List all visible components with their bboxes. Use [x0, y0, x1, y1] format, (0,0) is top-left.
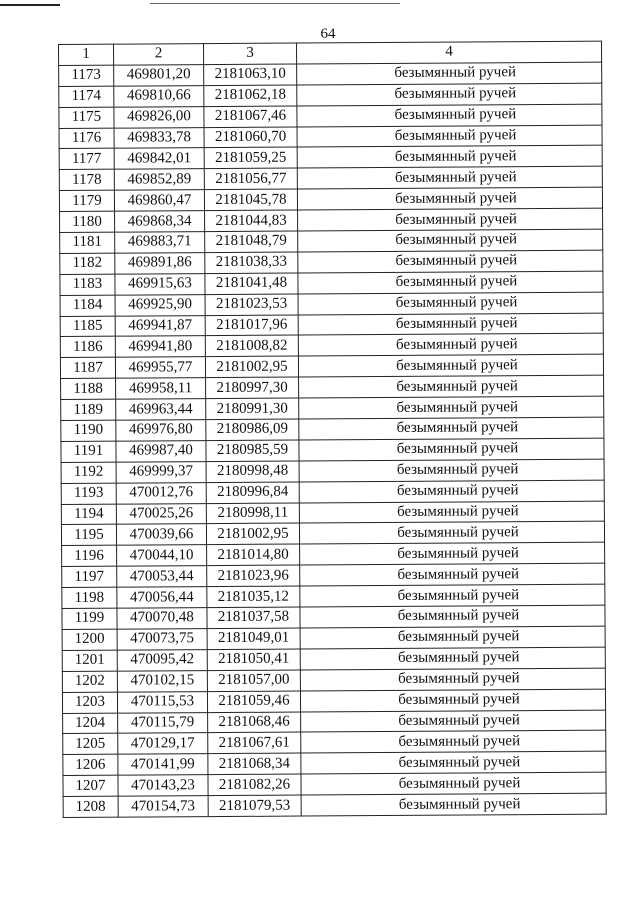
point-number-cell: 1197: [62, 566, 117, 587]
y-coordinate-cell: 2181017,96: [205, 315, 298, 336]
point-number-cell: 1185: [60, 316, 115, 337]
x-coordinate-cell: 469833,78: [114, 127, 204, 148]
point-number-cell: 1187: [60, 358, 115, 379]
y-coordinate-cell: 2180996,84: [206, 482, 299, 503]
x-coordinate-cell: 469976,80: [116, 420, 206, 441]
x-coordinate-cell: 470129,17: [118, 733, 208, 754]
point-number-cell: 1183: [60, 274, 115, 295]
point-number-cell: 1206: [63, 754, 118, 775]
x-coordinate-cell: 470115,79: [118, 712, 208, 733]
point-number-cell: 1198: [62, 587, 117, 608]
object-name-cell: безымянный ручей: [299, 375, 604, 398]
object-name-cell: безымянный ручей: [299, 522, 604, 545]
scan-edge-mark: [150, 3, 400, 4]
y-coordinate-cell: 2181059,46: [207, 691, 300, 712]
object-name-cell: безымянный ручей: [299, 417, 604, 440]
y-coordinate-cell: 2181044,83: [205, 210, 298, 231]
y-coordinate-cell: 2180985,59: [206, 440, 299, 461]
y-coordinate-cell: 2180997,30: [206, 377, 299, 398]
point-number-cell: 1203: [62, 692, 117, 713]
y-coordinate-cell: 2180986,09: [206, 419, 299, 440]
x-coordinate-cell: 470141,99: [118, 754, 208, 775]
y-coordinate-cell: 2181038,33: [205, 252, 298, 273]
point-number-cell: 1177: [59, 149, 114, 170]
object-name-cell: безымянный ручей: [301, 751, 606, 774]
x-coordinate-cell: 470154,73: [118, 796, 208, 817]
x-coordinate-cell: 469801,20: [114, 65, 204, 86]
y-coordinate-cell: 2180998,48: [206, 461, 299, 482]
x-coordinate-cell: 470143,23: [118, 775, 208, 796]
y-coordinate-cell: 2180991,30: [206, 398, 299, 419]
object-name-cell: безымянный ручей: [299, 480, 604, 503]
x-coordinate-cell: 469810,66: [114, 85, 204, 106]
point-number-cell: 1181: [60, 232, 115, 253]
x-coordinate-cell: 469826,00: [114, 106, 204, 127]
object-name-cell: безымянный ручей: [300, 605, 605, 628]
page-number: 64: [320, 26, 336, 42]
y-coordinate-cell: 2181002,95: [205, 356, 298, 377]
object-name-cell: безымянный ручей: [298, 355, 603, 378]
object-name-cell: безымянный ручей: [298, 334, 603, 357]
point-number-cell: 1191: [61, 441, 116, 462]
y-coordinate-cell: 2181008,82: [205, 336, 298, 357]
object-name-cell: безымянный ручей: [297, 167, 602, 190]
x-coordinate-cell: 470044,10: [117, 545, 207, 566]
x-coordinate-cell: 470012,76: [116, 482, 206, 503]
y-coordinate-cell: 2181067,61: [208, 732, 301, 753]
x-coordinate-cell: 470070,48: [117, 608, 207, 629]
point-number-cell: 1204: [63, 713, 118, 734]
object-name-cell: безымянный ручей: [298, 313, 603, 336]
object-name-cell: безымянный ручей: [300, 626, 605, 649]
point-number-cell: 1190: [61, 420, 116, 441]
object-name-cell: безымянный ручей: [298, 271, 603, 294]
y-coordinate-cell: 2181045,78: [204, 189, 297, 210]
y-coordinate-cell: 2181082,26: [208, 774, 301, 795]
point-number-cell: 1202: [62, 671, 117, 692]
object-name-cell: безымянный ручей: [300, 543, 605, 566]
y-coordinate-cell: 2180998,11: [206, 503, 299, 524]
object-name-cell: безымянный ручей: [299, 438, 604, 461]
y-coordinate-cell: 2181062,18: [204, 85, 297, 106]
x-coordinate-cell: 469958,11: [116, 378, 206, 399]
y-coordinate-cell: 2181050,41: [207, 649, 300, 670]
object-name-cell: безымянный ручей: [301, 793, 606, 816]
y-coordinate-cell: 2181041,48: [205, 273, 298, 294]
x-coordinate-cell: 469842,01: [114, 148, 204, 169]
column-header: 3: [204, 43, 297, 64]
object-name-cell: безымянный ручей: [299, 396, 604, 419]
x-coordinate-cell: 469891,86: [115, 253, 205, 274]
coordinates-table: [58, 41, 607, 818]
object-name-cell: безымянный ручей: [298, 208, 603, 231]
x-coordinate-cell: 469955,77: [115, 357, 205, 378]
object-name-cell: безымянный ручей: [301, 772, 606, 795]
object-name-cell: безымянный ручей: [297, 125, 602, 148]
object-name-cell: безымянный ручей: [297, 187, 602, 210]
object-name-cell: безымянный ручей: [297, 83, 602, 106]
scan-edge-mark: [0, 4, 60, 6]
object-name-cell: безымянный ручей: [297, 104, 602, 127]
object-name-cell: безымянный ручей: [297, 62, 602, 85]
point-number-cell: 1179: [59, 190, 114, 211]
object-name-cell: безымянный ручей: [301, 731, 606, 754]
point-number-cell: 1178: [59, 170, 114, 191]
y-coordinate-cell: 2181057,00: [207, 670, 300, 691]
y-coordinate-cell: 2181068,34: [208, 753, 301, 774]
point-number-cell: 1201: [62, 650, 117, 671]
column-header: 4: [296, 41, 601, 64]
point-number-cell: 1174: [59, 86, 114, 107]
object-name-cell: безымянный ручей: [297, 146, 602, 169]
x-coordinate-cell: 469963,44: [116, 399, 206, 420]
x-coordinate-cell: 469860,47: [114, 190, 204, 211]
x-coordinate-cell: 469941,80: [115, 336, 205, 357]
y-coordinate-cell: 2181059,25: [204, 147, 297, 168]
y-coordinate-cell: 2181079,53: [208, 795, 301, 816]
x-coordinate-cell: 470095,42: [117, 649, 207, 670]
object-name-cell: безымянный ручей: [298, 292, 603, 315]
x-coordinate-cell: 470056,44: [117, 587, 207, 608]
point-number-cell: 1184: [60, 295, 115, 316]
point-number-cell: 1180: [60, 211, 115, 232]
x-coordinate-cell: 469987,40: [116, 441, 206, 462]
point-number-cell: 1182: [60, 253, 115, 274]
point-number-cell: 1193: [61, 483, 116, 504]
point-number-cell: 1188: [61, 378, 116, 399]
object-name-cell: безымянный ручей: [298, 250, 603, 273]
x-coordinate-cell: 470102,15: [117, 670, 207, 691]
x-coordinate-cell: 469868,34: [115, 211, 205, 232]
object-name-cell: безымянный ручей: [299, 501, 604, 524]
x-coordinate-cell: 470115,53: [117, 691, 207, 712]
point-number-cell: 1173: [59, 65, 114, 86]
column-header: 1: [59, 44, 114, 65]
x-coordinate-cell: 470053,44: [117, 566, 207, 587]
y-coordinate-cell: 2181048,79: [205, 231, 298, 252]
y-coordinate-cell: 2181002,95: [206, 524, 299, 545]
y-coordinate-cell: 2181049,01: [207, 628, 300, 649]
table-row: [63, 793, 606, 817]
point-number-cell: 1200: [62, 629, 117, 650]
object-name-cell: безымянный ручей: [298, 229, 603, 252]
object-name-cell: безымянный ручей: [300, 689, 605, 712]
object-name-cell: безымянный ручей: [300, 668, 605, 691]
point-number-cell: 1205: [63, 734, 118, 755]
point-number-cell: 1208: [63, 796, 118, 817]
y-coordinate-cell: 2181056,77: [204, 168, 297, 189]
x-coordinate-cell: 469852,89: [114, 169, 204, 190]
object-name-cell: безымянный ручей: [299, 459, 604, 482]
point-number-cell: 1194: [61, 504, 116, 525]
x-coordinate-cell: 470025,26: [116, 503, 206, 524]
point-number-cell: 1192: [61, 462, 116, 483]
y-coordinate-cell: 2181023,96: [207, 565, 300, 586]
point-number-cell: 1175: [59, 107, 114, 128]
x-coordinate-cell: 469883,71: [115, 232, 205, 253]
x-coordinate-cell: 470073,75: [117, 629, 207, 650]
x-coordinate-cell: 469915,63: [115, 273, 205, 294]
column-header: 2: [114, 44, 204, 65]
point-number-cell: 1207: [63, 775, 118, 796]
x-coordinate-cell: 469941,87: [115, 315, 205, 336]
object-name-cell: безымянный ручей: [300, 647, 605, 670]
point-number-cell: 1186: [60, 337, 115, 358]
y-coordinate-cell: 2181068,46: [208, 712, 301, 733]
point-number-cell: 1176: [59, 128, 114, 149]
object-name-cell: безымянный ручей: [300, 563, 605, 586]
point-number-cell: 1189: [61, 399, 116, 420]
point-number-cell: 1199: [62, 608, 117, 629]
x-coordinate-cell: 469925,90: [115, 294, 205, 315]
object-name-cell: безымянный ручей: [301, 710, 606, 733]
y-coordinate-cell: 2181037,58: [207, 607, 300, 628]
x-coordinate-cell: 470039,66: [116, 524, 206, 545]
x-coordinate-cell: 469999,37: [116, 461, 206, 482]
y-coordinate-cell: 2181014,80: [207, 544, 300, 565]
y-coordinate-cell: 2181067,46: [204, 106, 297, 127]
point-number-cell: 1195: [61, 525, 116, 546]
object-name-cell: безымянный ручей: [300, 584, 605, 607]
y-coordinate-cell: 2181063,10: [204, 64, 297, 85]
table-body: [59, 62, 607, 817]
y-coordinate-cell: 2181023,53: [205, 294, 298, 315]
point-number-cell: 1196: [62, 546, 117, 567]
y-coordinate-cell: 2181035,12: [207, 586, 300, 607]
y-coordinate-cell: 2181060,70: [204, 127, 297, 148]
